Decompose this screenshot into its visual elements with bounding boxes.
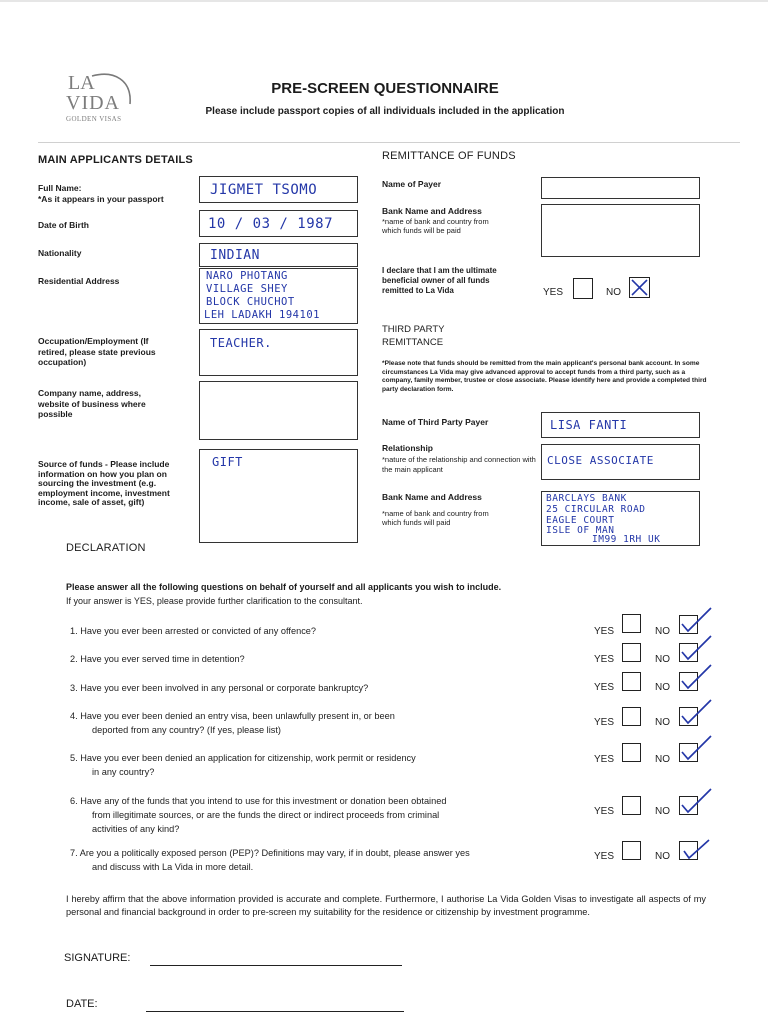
third-party-heading: THIRD PARTY REMITTANCE bbox=[382, 324, 445, 349]
nationality-value: INDIAN bbox=[210, 248, 260, 263]
page-top-edge bbox=[0, 0, 768, 2]
relationship-value: CLOSE ASSOCIATE bbox=[547, 454, 654, 467]
ubo-yes-checkbox[interactable] bbox=[573, 278, 593, 299]
occupation-value: TEACHER. bbox=[210, 336, 272, 350]
checkmark-icon bbox=[679, 734, 713, 762]
dob-field[interactable] bbox=[199, 210, 358, 237]
question-1: 1. Have you ever been arrested or convicted of any offence? bbox=[70, 626, 317, 636]
q6-yes-checkbox[interactable] bbox=[622, 796, 641, 815]
q6-yes-label: YES bbox=[594, 806, 615, 817]
third-party-bank-field[interactable] bbox=[541, 491, 700, 546]
date-line[interactable] bbox=[146, 1011, 404, 1012]
q6-no-checkbox[interactable] bbox=[679, 796, 698, 815]
source-of-funds-value: GIFT bbox=[212, 455, 243, 469]
address-field[interactable] bbox=[199, 268, 358, 324]
checkmark-icon bbox=[679, 836, 713, 864]
relationship-field[interactable] bbox=[541, 444, 700, 480]
dob-value: 10 / 03 / 1987 bbox=[208, 216, 334, 232]
occupation-label: Occupation/Employment (If retired, please state previous occupation) bbox=[38, 336, 156, 368]
address-line: BLOCK CHUCHOT bbox=[206, 296, 295, 308]
source-of-funds-field[interactable] bbox=[199, 449, 358, 543]
question-7: 7. Are you a politically exposed person (PEP)? Definitions may vary, if in doubt, please answer yes and discuss with La Vida in more detail. bbox=[70, 848, 470, 872]
question-4: 4. Have you ever been denied an entry visa, been unlawfully present in, or been deported from any country? (If yes, please list) bbox=[70, 711, 395, 735]
full-name-field[interactable] bbox=[199, 176, 358, 203]
q2-no-label: NO bbox=[655, 654, 670, 665]
q3-no-checkbox[interactable] bbox=[679, 672, 698, 691]
source-of-funds-label: Source of funds - Please include information on how you plan on sourcing the investment (e.g. employment income, investment income, sale of asset, gift) bbox=[38, 459, 170, 508]
q7-yes-checkbox[interactable] bbox=[622, 841, 641, 860]
logo-text-la: LA bbox=[68, 72, 95, 94]
q3-yes-checkbox[interactable] bbox=[622, 672, 641, 691]
address-label: Residential Address bbox=[38, 276, 120, 286]
signature-line[interactable] bbox=[150, 965, 402, 966]
bank-line: 25 CIRCULAR ROAD bbox=[546, 504, 646, 515]
logo-text-golden-visas: GOLDEN VISAS bbox=[66, 115, 122, 123]
question-5: 5. Have you ever been denied an application for citizenship, work permit or residency in any country? bbox=[70, 753, 416, 777]
company-field[interactable] bbox=[199, 381, 358, 440]
logo-text-vida: VIDA bbox=[66, 92, 120, 114]
q3-no-label: NO bbox=[655, 682, 670, 693]
q4-yes-label: YES bbox=[594, 717, 615, 728]
remit-bank-field[interactable] bbox=[541, 204, 700, 257]
full-name-value: JIGMET TSOMO bbox=[210, 182, 318, 198]
checkmark-icon bbox=[679, 698, 713, 726]
third-party-payer-field[interactable] bbox=[541, 412, 700, 438]
q1-no-label: NO bbox=[655, 626, 670, 637]
remittance-heading: REMITTANCE OF FUNDS bbox=[382, 150, 516, 162]
ubo-yes-label: YES bbox=[543, 287, 564, 298]
main-applicant-heading: MAIN APPLICANTS DETAILS bbox=[38, 154, 193, 166]
address-line: NARO PHOTANG bbox=[206, 270, 288, 282]
bank-line: IM99 1RH UK bbox=[592, 534, 661, 545]
q2-yes-checkbox[interactable] bbox=[622, 643, 641, 662]
q6-no-label: NO bbox=[655, 806, 670, 817]
checkmark-icon bbox=[679, 606, 713, 634]
q2-no-checkbox[interactable] bbox=[679, 643, 698, 662]
third-party-note: *Please note that funds should be remitted from the main applicant's personal bank account. In some circumstances La Vida may give advanced approval to accept funds from a third party, such as a company, family member, trustee or close associate. Please identify here and provide a completed third party declaration form. bbox=[382, 360, 707, 393]
declaration-instruction: If your answer is YES, please provide further clarification to the consultant. bbox=[66, 596, 363, 606]
dob-label: Date of Birth bbox=[38, 220, 89, 230]
ubo-no-checkbox[interactable] bbox=[629, 277, 650, 298]
checkmark-icon bbox=[679, 787, 713, 815]
q4-no-label: NO bbox=[655, 717, 670, 728]
bank-line: ISLE OF MAN bbox=[546, 525, 615, 536]
third-party-payer-value: LISA FANTI bbox=[550, 418, 628, 432]
address-line: LEH LADAKH 194101 bbox=[204, 309, 320, 321]
question-2: 2. Have you ever served time in detention? bbox=[70, 654, 245, 664]
question-3: 3. Have you ever been involved in any personal or corporate bankruptcy? bbox=[70, 683, 369, 693]
bank-line: EAGLE COURT bbox=[546, 515, 615, 526]
q2-yes-label: YES bbox=[594, 654, 615, 665]
logo bbox=[62, 70, 142, 125]
q5-no-label: NO bbox=[655, 754, 670, 765]
declaration-heading: DECLARATION bbox=[66, 542, 146, 554]
payer-field[interactable] bbox=[541, 177, 700, 199]
q3-yes-label: YES bbox=[594, 682, 615, 693]
address-line: VILLAGE SHEY bbox=[206, 283, 288, 295]
q5-yes-checkbox[interactable] bbox=[622, 743, 641, 762]
signature-label: SIGNATURE: bbox=[64, 952, 131, 964]
checkmark-icon bbox=[679, 663, 713, 691]
q1-yes-label: YES bbox=[594, 626, 615, 637]
occupation-field[interactable] bbox=[199, 329, 358, 376]
affirmation-text: I hereby affirm that the above information provided is accurate and complete. Furthermore, I authorise La Vida Golden Visas to investigate all aspects of my personal and financial background in order to pre-screen my suitability for the residence or citizenship by investment programme. bbox=[66, 894, 706, 917]
bank-line: BARCLAYS BANK bbox=[546, 493, 627, 504]
third-party-bank-label: Bank Name and Address *name of bank and country from which funds will paid bbox=[382, 492, 489, 527]
q7-yes-label: YES bbox=[594, 851, 615, 862]
date-label: DATE: bbox=[66, 998, 98, 1010]
declaration-instruction-bold: Please answer all the following questions on behalf of yourself and all applicants you wish to include. bbox=[66, 582, 502, 592]
company-label: Company name, address, website of business where possible bbox=[38, 388, 146, 420]
nationality-field[interactable] bbox=[199, 243, 358, 267]
cross-mark-icon bbox=[629, 277, 650, 298]
q4-no-checkbox[interactable] bbox=[679, 707, 698, 726]
page-subtitle: Please include passport copies of all individuals included in the application bbox=[205, 106, 565, 117]
q1-no-checkbox[interactable] bbox=[679, 615, 698, 634]
third-party-payer-label: Name of Third Party Payer bbox=[382, 417, 489, 427]
nationality-label: Nationality bbox=[38, 248, 82, 258]
header-divider bbox=[38, 142, 740, 143]
q1-yes-checkbox[interactable] bbox=[622, 614, 641, 633]
checkmark-icon bbox=[679, 634, 713, 662]
ubo-declare-text: I declare that I am the ultimate beneficial owner of all funds remitted to La Vida bbox=[382, 266, 497, 295]
payer-label: Name of Payer bbox=[382, 179, 442, 189]
q7-no-label: NO bbox=[655, 851, 670, 862]
question-6: 6. Have any of the funds that you intend to use for this investment or donation been obtained from illegitimate sources, or are the funds the direct or indirect proceeds from criminal activities of any kind? bbox=[70, 796, 447, 834]
full-name-label: Full Name: *As it appears in your passport bbox=[38, 183, 164, 204]
relationship-label: Relationship *nature of the relationship and connection with the main applicant bbox=[382, 443, 536, 475]
q5-yes-label: YES bbox=[594, 754, 615, 765]
q7-no-checkbox[interactable] bbox=[679, 841, 698, 860]
remit-bank-label: Bank Name and Address *name of bank and country from which funds will be paid bbox=[382, 206, 489, 236]
q4-yes-checkbox[interactable] bbox=[622, 707, 641, 726]
page-title: PRE-SCREEN QUESTIONNAIRE bbox=[271, 80, 499, 97]
ubo-no-label: NO bbox=[606, 287, 621, 298]
q5-no-checkbox[interactable] bbox=[679, 743, 698, 762]
